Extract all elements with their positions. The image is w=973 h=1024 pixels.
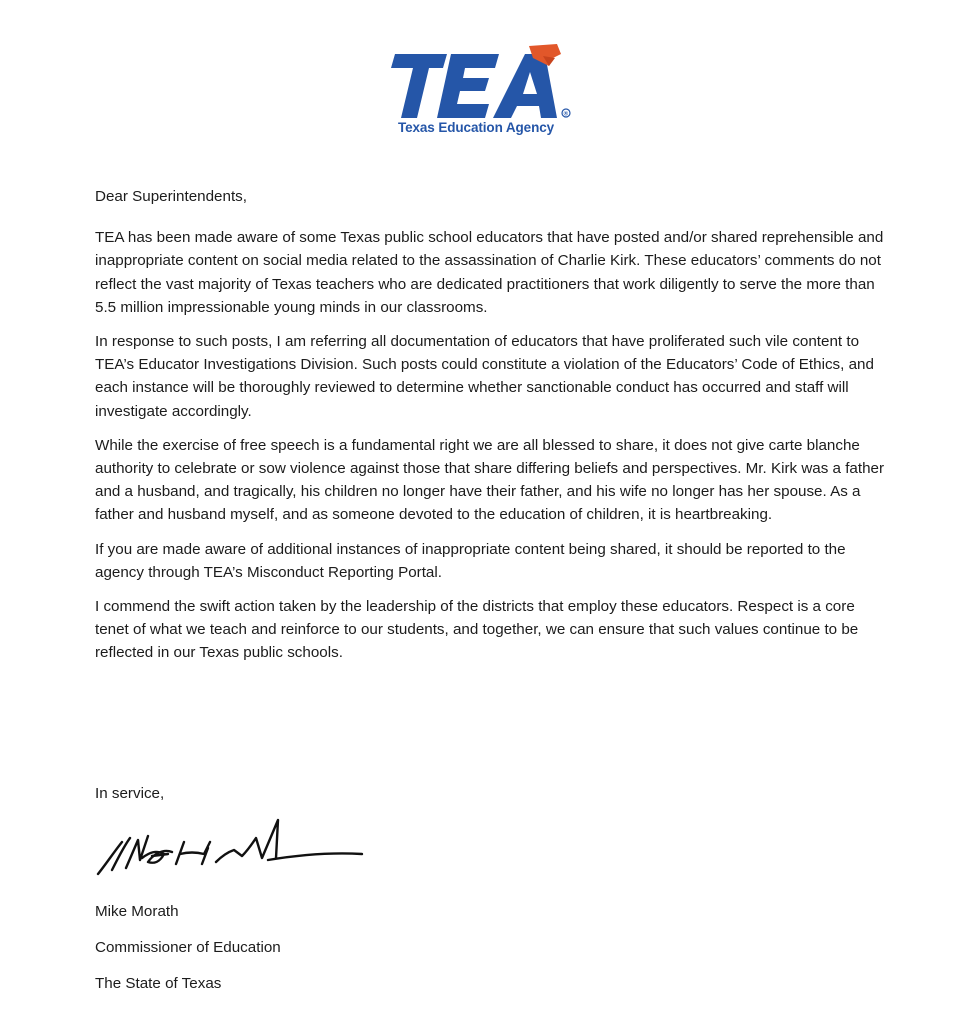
signature-block	[95, 900, 281, 1008]
signer-title: Commissioner of Education	[95, 939, 281, 956]
agency-name: Texas Education Agency	[397, 120, 555, 135]
handwritten-signature	[92, 812, 372, 887]
salutation: Dear Superintendents,	[95, 188, 247, 205]
registered-mark: ®	[563, 111, 569, 118]
paragraph-1: TEA has been made aware of some Texas public school educators that have posted and/or shared reprehensible and inappropriate content on social media related to the assassination of Charlie Kirk. These educators’ comments do not reflect the vast majority of Texas teachers who are dedicated practitioners that work diligently to serve the more than 5.5 million impressionable young minds in our classrooms.	[95, 229, 884, 316]
paragraph-5: I commend the swift action taken by the leadership of the districts that employ these educators. Respect is a core tenet of what we teach and reinforce to our students, and together, we can ensure that such values continue to be reflected in our Texas public schools.	[95, 598, 859, 662]
signer-org: The State of Texas	[95, 975, 222, 992]
paragraph-3: While the exercise of free speech is a fundamental right we are all blessed to share, it does not give carte blanche authority to celebrate or sow violence against those that share differing beliefs and perspectives. Mr. Kirk was a father and a husband, and tragically, his children no longer have their father, and his wife no longer has her spouse. As a father and husband myself, and as someone devoted to the education of children, it is heartbreaking.	[95, 436, 885, 524]
closing: In service,	[95, 785, 165, 802]
signer-name: Mike Morath	[95, 903, 179, 920]
letter-body	[95, 185, 885, 676]
paragraph-2: In response to such posts, I am referring all documentation of educators that have proliferated such vile content to TEA’s Educator Investigations Division. Such posts could constitute a violation of the Educators’ Code of Ethics, and each instance will be thoroughly reviewed to determine whether sanctionable conduct has occurred and staff will investigate accordingly.	[95, 333, 874, 420]
paragraph-4: If you are made aware of additional instances of inappropriate content being shared, it should be reported to the agency through TEA’s Misconduct Reporting Portal.	[95, 540, 846, 581]
